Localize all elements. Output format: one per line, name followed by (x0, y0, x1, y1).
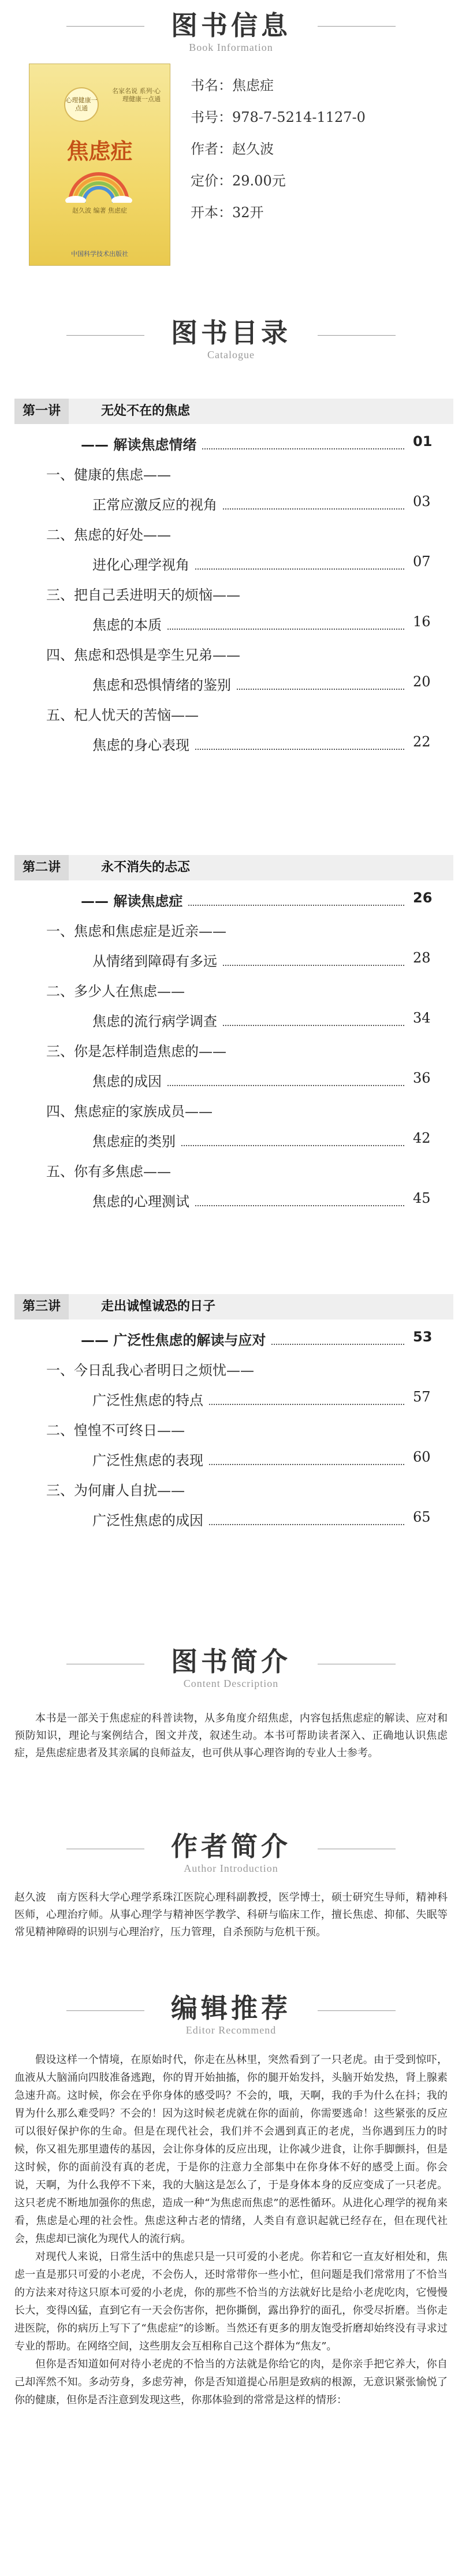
info-label: 定价： (191, 173, 232, 189)
toc-main-entry[interactable]: —— 解读焦虑症 (81, 893, 183, 909)
author-heading-en: Author Introduction (184, 1863, 278, 1874)
lecture-name: 永不消失的忐忑 (101, 860, 191, 875)
leader-dots (167, 1085, 404, 1086)
toc-item-heading[interactable]: 一、健康的焦虑—— (46, 467, 171, 483)
info-row-title (191, 74, 274, 94)
toc-item-heading[interactable]: 一、焦虑和焦虑症是近亲—— (46, 923, 226, 939)
toc-item-heading[interactable]: 二、多少人在焦虑—— (46, 983, 185, 999)
lecture-name: 无处不在的焦虑 (101, 404, 191, 418)
author-text (14, 1889, 448, 1941)
info-label: 作者： (191, 141, 232, 157)
page-number: 42 (413, 1130, 431, 1146)
lecture-bar (14, 399, 453, 424)
toc-item-heading[interactable]: 五、杞人忧天的苦恼—— (46, 707, 199, 723)
leader-dots (237, 689, 404, 690)
lecture-number: 第一讲 (14, 399, 69, 424)
editor-heading: 编辑推荐 (171, 1993, 291, 2024)
info-row-isbn (191, 106, 366, 126)
toc-item-subtitle[interactable]: 焦虑的本质 (92, 617, 162, 633)
leader-dots (209, 1524, 404, 1525)
toc-item-subtitle[interactable]: 焦虑症的类别 (92, 1133, 176, 1150)
page-number: 28 (413, 950, 431, 966)
page-number: 26 (413, 890, 433, 906)
description-heading-block (0, 1641, 462, 1690)
editor-heading-block (0, 1987, 462, 2036)
toc-item-subtitle[interactable]: 广泛性焦虑的特点 (92, 1392, 203, 1408)
description-text (14, 1710, 448, 1762)
editor-paragraph: 假设这样一个情境，在原始时代，你走在丛林里，突然看到了一只老虎。由于受到惊吓，血液从大脑涌向四肢准备逃跑，你的胃开始抽搐，你的腿开始发抖，头脑开始发热，肾上腺素急速升高。这时候，你会在乎你身体的感受吗？不会的，哦，天啊，我的手为什么在抖；我的胃为什么那么难受吗？不会的！因为这时候老虎就在你的面前，你需要逃命！这些紧张的反应可以很好保护你的生命。但是在现代社会，我们并不会遇到真正的老虎，当你遇到压力的时候，你又祖先那里遗传的基因，会让你身体的反应出现，让你减少进食，让你手脚颤抖，但是这时候，你的面前没有真的老虎，于是你的注意力全部集中在你身体不好的感受上面。你会说，天啊，为什么我停不下来，我的大脑这是怎么了，于是身体本身的反应变成了一只老虎。这只老虎不断地加强你的焦虑，造成一种“为焦虑而焦虑”的恶性循环。从进化心理学的视角来看，焦虑是心理的社会性。焦虑这种古老的情绪，人类自有意识起就已经存在，但在现代社会，焦虑却已演化为现代人的流行病。 (14, 2054, 448, 2245)
page-number: 20 (413, 674, 431, 690)
page-number: 03 (413, 493, 431, 510)
leader-dots (209, 1464, 404, 1465)
cover-author: 赵久波 编著 焦虑症 (72, 207, 127, 214)
leader-dots (195, 568, 404, 570)
lecture-bar (14, 1294, 453, 1319)
info-label: 书号： (191, 109, 232, 125)
page-number: 57 (413, 1389, 431, 1405)
cover-title: 焦虑症 (66, 139, 133, 164)
leader-dots (181, 1145, 404, 1146)
toc-item-heading[interactable]: 二、焦虑的好处—— (46, 527, 171, 543)
page-number: 65 (413, 1509, 431, 1525)
lecture-name: 走出诚惶诚恐的日子 (101, 1299, 216, 1314)
toc-item-subtitle[interactable]: 焦虑的流行病学调查 (92, 1013, 217, 1029)
book-cover (29, 64, 170, 266)
cover-series-badge: 心理健康一点通 (64, 87, 99, 122)
info-value: 978-7-5214-1127-0 (232, 109, 366, 125)
lecture-number: 第二讲 (14, 855, 69, 880)
leader-dots (223, 965, 404, 966)
editor-heading-en: Editor Recommend (185, 2024, 277, 2036)
toc-item-heading[interactable]: 三、你是怎样制造焦虑的—— (46, 1043, 226, 1060)
info-value: 29.00元 (232, 173, 286, 189)
toc-item-subtitle[interactable]: 焦虑的成因 (92, 1073, 162, 1090)
toc-item-subtitle[interactable]: 进化心理学视角 (92, 557, 189, 573)
page-number: 16 (413, 614, 431, 630)
info-label: 书名： (191, 77, 232, 94)
toc-item-subtitle[interactable]: 广泛性焦虑的成因 (92, 1512, 203, 1529)
book-info-heading-block (0, 5, 462, 54)
page-number: 45 (413, 1190, 431, 1206)
page-number: 60 (413, 1449, 431, 1465)
description-heading-en: Content Description (183, 1678, 279, 1689)
toc-item-subtitle[interactable]: 焦虑的身心表现 (92, 737, 189, 753)
lecture-number: 第三讲 (14, 1294, 69, 1319)
page-number: 53 (413, 1329, 433, 1345)
editor-paragraph: 对现代人来说，日常生活中的焦虑只是一只可爱的小老虎。你若和它一直友好相处和，焦虑一直是那只可爱的小老虎，不会伤人，还时常带你一些小忙，但问题是我们常常用了不恰当的方法来对待这只原本可爱的小老虎，你的那些不恰当的方法就好比是给小老虎吃肉，它慢慢长大，变得凶猛，直到它有一天会伤害你，把你撕倒，露出狰狞的面孔，你受尽折磨。当你走进医院，你的病历上写下了“焦虑症”的诊断。当然还有更多的朋友饱受折磨却始终没有寻求过专业的帮助。在网络空间，这些朋友会互相称自己这个群体为“焦友”。 (14, 2251, 448, 2352)
info-value: 焦虑症 (232, 77, 274, 94)
toc-item-subtitle[interactable]: 正常应激反应的视角 (92, 497, 217, 513)
toc-item-subtitle[interactable]: 广泛性焦虑的表现 (92, 1452, 203, 1469)
editor-text (14, 2051, 448, 2409)
info-row-price (191, 169, 286, 189)
toc-item-heading[interactable]: 二、惶惶不可终日—— (46, 1422, 185, 1438)
cover-press: 中国科学技术出版社 (71, 250, 128, 258)
catalogue-heading-block (0, 312, 462, 361)
author-heading: 作者简介 (171, 1831, 291, 1862)
info-value: 赵久波 (232, 141, 274, 157)
toc-item-heading[interactable]: 三、把自己丢进明天的烦恼—— (46, 587, 240, 603)
leader-dots (223, 1025, 404, 1026)
leader-dots (223, 508, 404, 510)
leader-dots (209, 1404, 404, 1405)
leader-dots (202, 448, 404, 449)
leader-dots (195, 1205, 404, 1206)
toc-item-heading[interactable]: 一、今日乱我心者明日之烦忧—— (46, 1362, 254, 1378)
toc-item-heading[interactable]: 四、焦虑症的家族成员—— (46, 1103, 213, 1120)
catalogue-heading-en: Catalogue (207, 349, 255, 360)
cover-publisher-top: 名家名说 系列·心理健康一点通 (112, 87, 161, 103)
page-number: 36 (413, 1070, 431, 1086)
author-paragraph: 赵久波 南方医科大学心理学系珠江医院心理科副教授，医学博士，硕士研究生导师，精神科医师，心理治疗师。从事心理学与精神医学教学、科研与临床工作，擅长焦虑、抑郁、失眠等常见精神障碍的识别与心理治疗，压力管理，自杀预防与危机干预。 (14, 1891, 448, 1938)
toc-item-subtitle[interactable]: 焦虑的心理测试 (92, 1194, 189, 1210)
info-row-author (191, 137, 274, 158)
description-heading: 图书简介 (171, 1646, 291, 1677)
info-row-format (191, 201, 264, 221)
leader-dots (195, 749, 404, 750)
toc-main-entry[interactable]: —— 广泛性焦虑的解读与应对 (81, 1332, 266, 1348)
leader-dots (167, 629, 404, 630)
leader-dots (271, 1344, 404, 1345)
page-number: 34 (413, 1010, 431, 1026)
info-label: 开本： (191, 205, 232, 221)
book-info-heading-en: Book Information (189, 42, 273, 53)
catalogue-heading: 图书目录 (171, 317, 291, 348)
lecture-bar (14, 855, 453, 880)
info-value: 32开 (232, 205, 264, 221)
description-paragraph: 本书是一部关于焦虑症的科普读物，从多角度介绍焦虑，内容包括焦虑症的解读、应对和预防知识，理论与案例结合，图文并茂，叙述生动。本书可帮助读者深入、正确地认识焦虑症，是焦虑症患者及其亲属的良师益友，也可供从事心理咨询的专业人士参考。 (14, 1712, 448, 1759)
toc-main-entry[interactable]: —— 解读焦虑情绪 (81, 437, 197, 453)
page-number: 07 (413, 553, 431, 570)
book-info-heading: 图书信息 (171, 10, 291, 41)
toc-item-subtitle[interactable]: 焦虑和恐惧情绪的鉴别 (92, 677, 231, 693)
page-number: 22 (413, 734, 431, 750)
page-number: 01 (413, 433, 433, 449)
toc-item-heading[interactable]: 四、焦虑和恐惧是孪生兄弟—— (46, 647, 240, 663)
leader-dots (188, 905, 404, 906)
author-heading-block (0, 1826, 462, 1875)
toc-item-heading[interactable]: 三、为何庸人自扰—— (46, 1482, 185, 1499)
toc-item-subtitle[interactable]: 从情绪到障碍有多远 (92, 953, 217, 969)
rainbow-illustration (64, 168, 133, 203)
editor-paragraph: 但你是否知道如何对待小老虎的不恰当的方法就是你给它的肉，是你亲手把它养大，你自己却浑然不知。多动劳身，多虑劳神，你是否知道提心吊胆是致病的根源，无意识紧张愉悦了你的健康，但你是否注意到发现这些，你那体验到的常常是这样的情形： (14, 2358, 448, 2406)
toc-item-heading[interactable]: 五、你有多焦虑—— (46, 1164, 171, 1180)
